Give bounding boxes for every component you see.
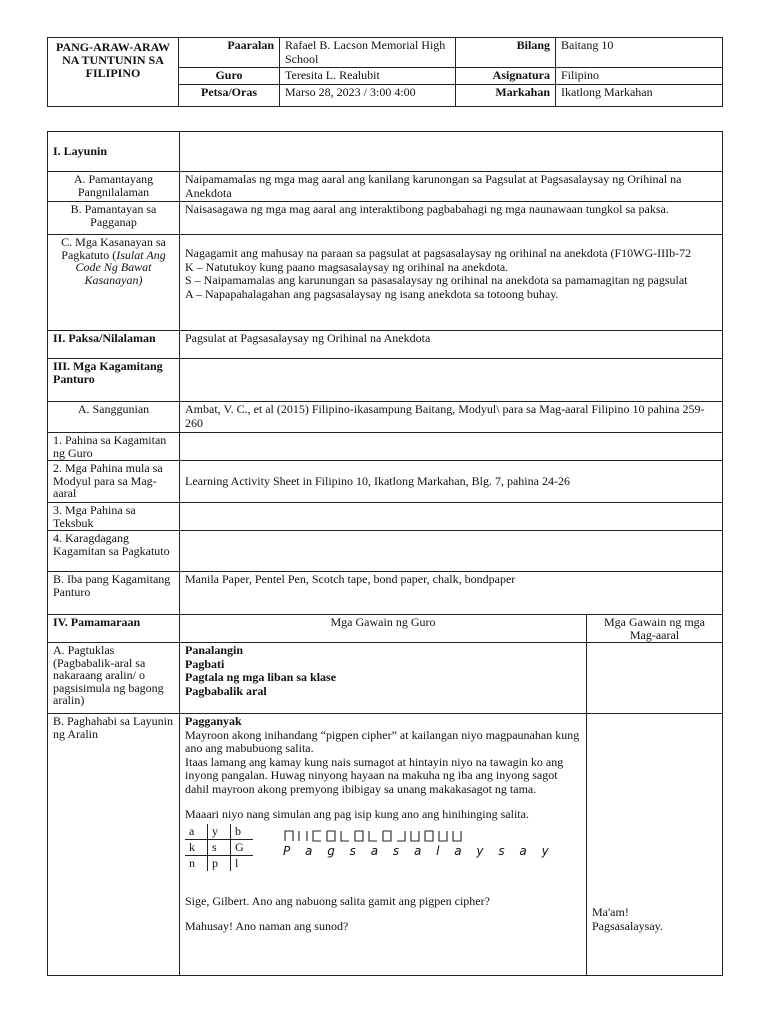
kagamitan-label: III. Mga Kagamitang Panturo bbox=[48, 359, 180, 402]
pigpen-cipher-image bbox=[283, 828, 554, 859]
kasanayan-label bbox=[48, 235, 180, 331]
paghahabi-label: B. Paghahabi sa Layunin ng Aralin bbox=[48, 714, 180, 976]
cipher-area bbox=[185, 822, 581, 871]
school-value: Rafael B. Lacson Memorial High School bbox=[280, 38, 456, 68]
iba-pang-value: Manila Paper, Pentel Pen, Scotch tape, bond paper, chalk, bondpaper bbox=[180, 572, 723, 615]
paksa-label: II. Paksa/Nilalaman bbox=[48, 331, 180, 359]
grade-label: Bilang bbox=[456, 38, 556, 68]
pangnilalaman-value: Naipamamalas ng mga mag aaral ang kanilang karunongan sa Pagsulat at Pagsasalaysay ng Orihinal na Anekdota bbox=[180, 172, 723, 202]
sanggunian-label: A. Sanggunian bbox=[48, 402, 180, 433]
pagbati-item: Pagbati bbox=[185, 656, 225, 671]
grid-cell: y bbox=[208, 824, 231, 840]
grid-cell: b bbox=[231, 824, 254, 840]
date-label: Petsa/Oras bbox=[179, 84, 280, 106]
mag-aaral-column-header: Mga Gawain ng mga Mag-aaral bbox=[587, 615, 723, 643]
kagamitan-value bbox=[180, 359, 723, 402]
teacher-label: Guro bbox=[179, 68, 280, 85]
pagganap-label: B. Pamantayan sa Pagganap bbox=[48, 202, 180, 235]
karagdagang-label: 4. Karagdagang Kagamitan sa Pagkatuto bbox=[48, 531, 180, 572]
pigpen-symbols bbox=[283, 828, 493, 844]
pagganyak-text-4: Sige, Gilbert. Ano ang nabuong salita gamit ang pigpen cipher? bbox=[185, 893, 490, 908]
grid-cell: s bbox=[208, 839, 231, 855]
guro-column-header: Mga Gawain ng Guro bbox=[180, 615, 587, 643]
grid-cell: k bbox=[185, 839, 208, 855]
pagganyak-text-2: Itaas lamang ang kamay kung nais sumagot at hintayin niyo na tawagin ko ang inyong pangalan. Huwag ninyong hayaan na makuha ng iba ang inyong sagot dahil mayroon akong premyong ibibigay sa unang makakasagot ng tama. bbox=[185, 754, 564, 796]
pagganyak-text-3: Maaari niyo nang simulan ang pag isip kung ano ang hinihinging salita. bbox=[185, 807, 529, 821]
grid-cell: p bbox=[208, 855, 231, 871]
sanggunian-value: Ambat, V. C., et al (2015) Filipino-ikasampung Baitang, Modyul\ para sa Mag-aaral Filipino 10 pahina 259-260 bbox=[180, 402, 723, 433]
kasanayan-value bbox=[180, 235, 723, 331]
quarter-label: Markahan bbox=[456, 84, 556, 106]
subject-label: Asignatura bbox=[456, 68, 556, 85]
pagganap-value: Naisasagawa ng mga mag aaral ang interaktibong pagbabahagi ng mga naunawaan tungkol sa paksa. bbox=[180, 202, 723, 235]
pahina-modyul-label: 2. Mga Pahina mula sa Modyul para sa Mag-aaral bbox=[48, 461, 180, 503]
pangnilalaman-label: A. Pamantayang Pangnilalaman bbox=[48, 172, 180, 202]
paghahabi-student bbox=[587, 714, 723, 976]
pahina-teksbuk-value bbox=[180, 503, 723, 531]
pagtuklas-activities bbox=[180, 643, 587, 714]
paghahabi-activities bbox=[180, 714, 587, 976]
iba-pang-label: B. Iba pang Kagamitang Panturo bbox=[48, 572, 180, 615]
pagtuklas-label: A. Pagtuklas (Pagbabalik-aral sa nakaraang aralin/ o pagsisimula ng bagong aralin) bbox=[48, 643, 180, 714]
paksa-value: Pagsulat at Pagsasalaysay ng Orihinal na Anekdota bbox=[180, 331, 723, 359]
pigpen-word: P a g s a s a l a y s a y bbox=[283, 844, 555, 858]
teacher-value: Teresita L. Realubit bbox=[280, 68, 456, 85]
karagdagang-value bbox=[180, 531, 723, 572]
date-value: Marso 28, 2023 / 3:00 4:00 bbox=[280, 84, 456, 106]
kasanayan-label-italic: Isulat Ang Code Ng Bawat Kasanayan) bbox=[75, 247, 166, 287]
pagtala-item: Pagtala ng mga liban sa klase bbox=[185, 670, 337, 684]
pagganyak-heading: Pagganyak bbox=[185, 714, 242, 728]
header-table bbox=[47, 37, 723, 107]
student-response-1: Ma'am! bbox=[592, 905, 629, 919]
kasanayan-s: S – Naipamamalas ang karunungan sa pasasalaysay ng orihinal na anekdota sa pamamagitan ng pagsulat bbox=[185, 273, 688, 287]
grid-cell: l bbox=[231, 855, 254, 871]
pahina-modyul-value: Learning Activity Sheet in Filipino 10, Ikatlong Markahan, Blg. 7, pahina 24-26 bbox=[180, 461, 723, 503]
lesson-plan-table bbox=[47, 131, 723, 976]
document-title: PANG-ARAW-ARAW NA TUNTUNIN SA FILIPINO bbox=[48, 38, 179, 107]
pamamaraan-label: IV. Pamamaraan bbox=[48, 615, 180, 643]
pagganyak-text-5: Mahusay! Ano naman ang sunod? bbox=[185, 919, 349, 933]
grade-value: Baitang 10 bbox=[556, 38, 723, 68]
kasanayan-main: Nagagamit ang mahusay na paraan sa pagsulat at pagsasalaysay ng orihinal na anekdota (F10WG-IIIb-72 bbox=[185, 246, 692, 260]
grid-cell: n bbox=[185, 855, 208, 871]
grid-cell: G bbox=[231, 839, 254, 855]
quarter-value: Ikatlong Markahan bbox=[556, 84, 723, 106]
layunin-value bbox=[180, 132, 723, 172]
pahina-guro-label: 1. Pahina sa Kagamitan ng Guro bbox=[48, 433, 180, 461]
kasanayan-k: K – Natutukoy kung paano magsasalaysay ng orihinal na anekdota. bbox=[185, 259, 509, 274]
grid-cell: a bbox=[185, 824, 208, 840]
subject-value: Filipino bbox=[556, 68, 723, 85]
pagbabalik-aral-item: Pagbabalik aral bbox=[185, 683, 267, 698]
pahina-guro-value bbox=[180, 433, 723, 461]
school-label: Paaralan bbox=[179, 38, 280, 68]
pagganyak-text-1: Mayroon akong inihandang “pigpen cipher” at kailangan niyo magpaunahan kung ano ang mabubuong salita. bbox=[185, 727, 580, 755]
pahina-teksbuk-label: 3. Mga Pahina sa Teksbuk bbox=[48, 503, 180, 531]
layunin-heading: I. Layunin bbox=[48, 132, 180, 172]
pagtuklas-student bbox=[587, 643, 723, 714]
pigpen-grid bbox=[185, 824, 253, 871]
panalangin-item: Panalangin bbox=[185, 643, 244, 657]
student-response-2: Pagsasalaysay. bbox=[592, 918, 663, 933]
kasanayan-a: A – Napapahalagahan ang pagsasalaysay ng isang anekdota sa totoong buhay. bbox=[185, 286, 559, 301]
kasanayan-label-main: C. Mga Kasanayan sa Pagkatuto ( bbox=[61, 235, 166, 262]
